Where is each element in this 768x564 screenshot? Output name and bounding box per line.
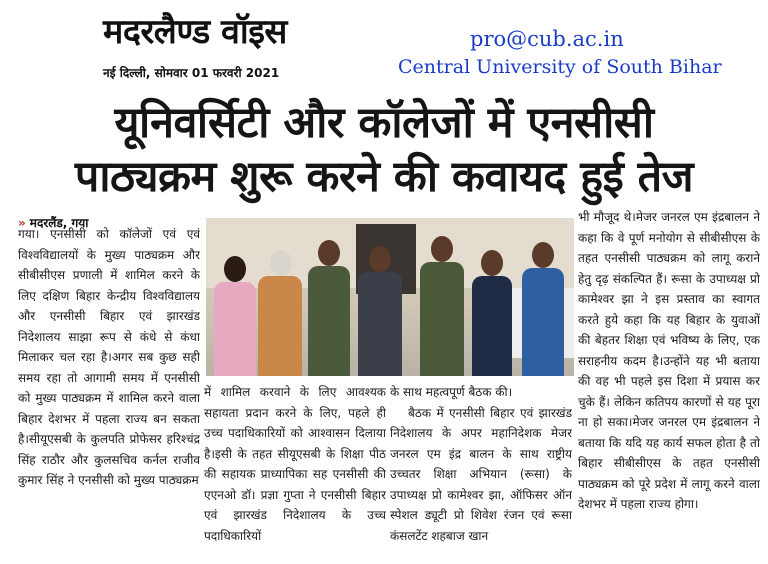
newspaper-masthead: मदरलैण्ड वॉइस xyxy=(103,12,287,52)
headline-line-2: पाठ्यक्रम शुरू करने की कवायद हुई तेज xyxy=(74,152,694,202)
news-photo xyxy=(206,218,574,376)
photo-person-7 xyxy=(520,242,566,376)
column-3-text-2: बैठक में एनसीसी बिहार एवं झारखंड निदेशालय के अपर महानिदेशक मेजर जनरल एम इंद्र बालन के साथ राष्ट्रीय उच्चतर शिक्षा अभियान (रूसा) के उपाध्यक्ष प्रो कामेश्वर झा, ऑफिसर ऑन स्पेशल ड्यूटी प्रो शिवेश रंजन एवं रूसा कंसलटेंट शहबाज खान xyxy=(390,405,572,543)
column-3-text-1: के साथ महत्वपूर्ण बैठक की। xyxy=(390,385,513,399)
contact-email: pro@cub.ac.in xyxy=(470,27,624,51)
column-2-text: में शामिल करवाने के लिए आवश्यक सहायता प्रदान करने के लिए, पहले ही उच्च पदाधिकारियों को आश्वासन दिलाया है।इसी के तहत सीयूएसबी के शिक्षा पीठ की सहायक प्राध्यापिका सह एनसीसी की एएनओ डॉ। प्रज्ञा गुप्ता ने एनसीसी बिहार एवं झारखंड निदेशालय के उच्च पदाधिकारियों xyxy=(204,385,386,543)
article-column-1 xyxy=(18,224,200,562)
headline-line-1: यूनिवर्सिटी और कॉलेजों में एनसीसी xyxy=(114,98,654,148)
photo-person-1 xyxy=(212,256,258,376)
column-1-text: गया। एनसीसी को कॉलेजों एवं एवं विश्वविद्यालयों के मुख्य पाठ्यक्रम और सीबीसीएस प्रणाली में शामिल करने के लिए दक्षिण बिहार केन्द्रीय विश्वविद्यालय और एनसीसी बिहार एवं झारखंड निदेशालय साझा रूप से कंधे से कंधा मिलाकर चल रहा है।अगर सब कुछ सही समय रहा तो आगामी समय में एनसीसी को मुख्य पाठ्यक्रम में शामिल करने वाला बिहार देशभर में पहला राज्य बन सकता है।सीयूएसबी के कुलपति प्रोफेसर हरिश्चंद्र सिंह राठौर और कुलसचिव कर्नल राजीव कुमार सिंह ने एनसीसी को मुख्य पाठ्यक्रम xyxy=(18,227,200,487)
dateline: नई दिल्ली, सोमवार 01 फरवरी 2021 xyxy=(103,66,280,80)
photo-person-3 xyxy=(306,240,352,376)
university-name: Central University of South Bihar xyxy=(398,56,722,78)
article-column-2 xyxy=(204,382,386,562)
photo-person-2 xyxy=(256,250,304,376)
photo-person-6 xyxy=(470,250,514,376)
byline-arrow-icon: » xyxy=(18,216,26,230)
column-4-text: भी मौजूद थे।मेजर जनरल एम इंद्रबालन ने कहा कि वे पूर्ण मनोयोग से सीबीसीएस के तहत एनसीसी पाठ्यक्रम को लागू कराने हेतु दृढ़ संकल्पित हैं। रूसा के उपाध्यक्ष प्रो कामेश्वर झा ने इस प्रस्ताव का स्वागत करते हुये कहा कि यह बिहार के युवाओं की बेहतर शिक्षा एवं भविष्य के लिए, एक सराहनीय कदम है।उन्होंने यह भी बताया की वह भी पहले इस दिशा में प्रयास कर चुके हैं। लेकिन कतिपय कारणों से यह पूरा ना हो सका।मेजर जनरल एम इंद्रबालन ने बताया कि यदि यह कार्य सफल होता है तो बिहार सीबीसीएस के तहत एनसीसी पाठ्यक्रम को पूरे प्रदेश में लागू करने वाला देशभर में पहला राज्य होगा। xyxy=(578,210,760,511)
photo-person-4 xyxy=(356,246,404,376)
article-column-3 xyxy=(390,382,572,562)
photo-person-5 xyxy=(418,236,466,376)
byline-text: मदरलैंड, गया xyxy=(29,216,89,230)
article-column-4 xyxy=(578,207,760,562)
